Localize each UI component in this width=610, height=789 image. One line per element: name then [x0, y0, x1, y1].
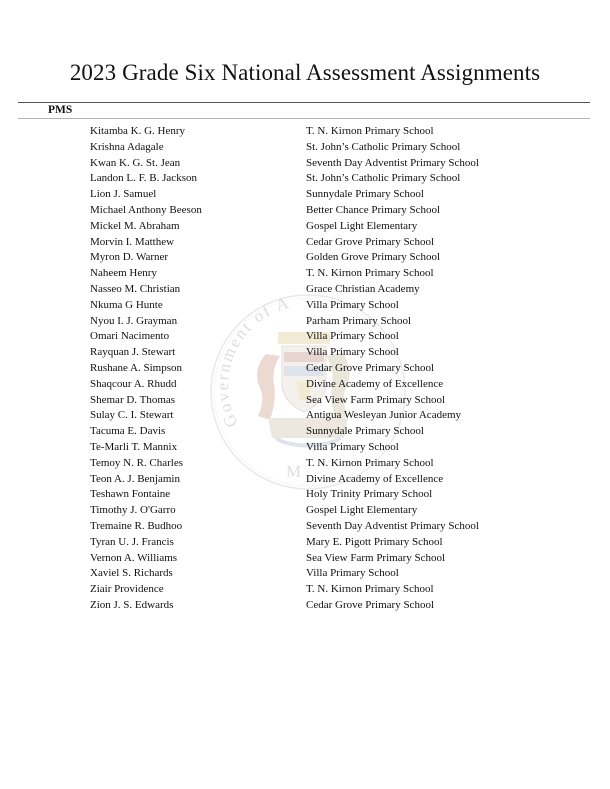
student-name: Timothy J. O'Garro [90, 504, 176, 517]
student-name: Shemar D. Thomas [90, 393, 176, 406]
list-item [0, 140, 610, 156]
school-name: T. N. Kirnon Primary School [306, 583, 434, 596]
list-item [0, 582, 610, 598]
list-item [0, 566, 610, 582]
school-name: Cedar Grove Primary School [306, 361, 434, 374]
student-name: Rayquan J. Stewart [90, 346, 176, 359]
section-rule [18, 118, 590, 119]
list-item [0, 235, 610, 251]
student-name: Kwan K. G. St. Jean [90, 156, 181, 169]
school-name: Divine Academy of Excellence [306, 472, 444, 485]
student-name: Zion J. S. Edwards [90, 598, 174, 611]
student-name: Tremaine R. Budhoo [90, 519, 183, 532]
student-name: Sulay C. I. Stewart [90, 409, 174, 422]
school-name: Gospel Light Elementary [306, 219, 418, 232]
school-name: Gospel Light Elementary [306, 504, 418, 517]
list-item [0, 345, 610, 361]
page-title: 2023 Grade Six National Assessment Assignments [69, 60, 541, 85]
school-name: Villa Primary School [306, 440, 399, 453]
school-name: St. John’s Catholic Primary School [306, 140, 461, 153]
student-name: Ziair Providence [90, 583, 164, 596]
list-item [0, 282, 610, 298]
school-name: Villa Primary School [306, 330, 399, 343]
student-name: Temoy N. R. Charles [90, 456, 184, 469]
school-name: T. N. Kirnon Primary School [306, 267, 434, 280]
header-rule [18, 102, 590, 103]
school-name: Grace Christian Academy [306, 282, 420, 295]
school-name: Sea View Farm Primary School [306, 551, 446, 564]
school-name: Divine Academy of Excellence [306, 377, 444, 390]
student-name: Tyran U. J. Francis [90, 535, 174, 548]
school-name: T. N. Kirnon Primary School [306, 125, 434, 137]
seal-arc-text-path: Government of A [213, 292, 293, 431]
student-name: Rushane A. Simpson [90, 361, 182, 374]
seal-bottom-text: M [286, 462, 302, 481]
school-name: Holy Trinity Primary School [306, 488, 433, 501]
student-name: Michael Anthony Beeson [90, 203, 202, 216]
list-item [0, 314, 610, 330]
student-name: Omari Nacimento [90, 330, 170, 343]
student-name: Krishna Adagale [90, 140, 164, 153]
list-item [0, 598, 610, 614]
list-item [0, 329, 610, 345]
list-item [0, 408, 610, 424]
list-item [0, 472, 610, 488]
school-name: Cedar Grove Primary School [306, 598, 434, 611]
list-item [0, 440, 610, 456]
school-name: Seventh Day Adventist Primary School [306, 156, 479, 169]
school-name: Parham Primary School [306, 314, 412, 327]
list-item [0, 156, 610, 172]
school-name: T. N. Kirnon Primary School [306, 456, 434, 469]
assignment-list [0, 124, 610, 614]
list-item [0, 377, 610, 393]
student-name: Nkuma G Hunte [90, 298, 163, 311]
student-name: Nasseo M. Christian [90, 282, 181, 295]
school-name: Better Chance Primary School [306, 203, 441, 216]
list-item [0, 298, 610, 314]
student-name: Naheem Henry [90, 267, 157, 280]
student-name: Nyou I. J. Grayman [90, 314, 178, 327]
list-item [0, 456, 610, 472]
school-name: Mary E. Pigott Primary School [306, 535, 443, 548]
school-name: Antigua Wesleyan Junior Academy [306, 409, 462, 422]
list-item [0, 503, 610, 519]
list-item [0, 424, 610, 440]
school-name: Cedar Grove Primary School [306, 235, 434, 248]
school-name: Golden Grove Primary School [306, 251, 441, 264]
list-item [0, 393, 610, 409]
list-item [0, 519, 610, 535]
list-item [0, 361, 610, 377]
school-name: Sunnydale Primary School [306, 188, 424, 201]
student-name: Morvin I. Matthew [90, 235, 175, 248]
list-item [0, 124, 610, 140]
list-item [0, 171, 610, 187]
section-label: PMS [48, 104, 73, 116]
list-item [0, 250, 610, 266]
list-item [0, 266, 610, 282]
list-item [0, 551, 610, 567]
school-name: Villa Primary School [306, 298, 399, 311]
list-item [0, 187, 610, 203]
school-name: Villa Primary School [306, 567, 399, 580]
student-name: Xaviel S. Richards [90, 567, 173, 580]
student-name: Tacuma E. Davis [90, 425, 166, 438]
student-name: Te-Marli T. Mannix [90, 440, 178, 453]
student-name: Teshawn Fontaine [90, 488, 171, 501]
student-name: Shaqcour A. Rhudd [90, 377, 177, 390]
school-name: Sunnydale Primary School [306, 425, 424, 438]
student-name: Landon L. F. B. Jackson [90, 172, 197, 185]
student-name: Mickel M. Abraham [90, 219, 180, 232]
student-name: Teon A. J. Benjamin [90, 472, 180, 485]
list-item [0, 487, 610, 503]
student-name: Vernon A. Williams [90, 551, 178, 564]
school-name: Villa Primary School [306, 346, 399, 359]
school-name: Sea View Farm Primary School [306, 393, 446, 406]
school-name: Seventh Day Adventist Primary School [306, 519, 479, 532]
school-name: St. John’s Catholic Primary School [306, 172, 461, 185]
student-name: Myron D. Warner [90, 251, 169, 264]
student-name: Lion J. Samuel [90, 188, 157, 201]
list-item [0, 535, 610, 551]
list-item [0, 219, 610, 235]
list-item [0, 203, 610, 219]
student-name: Kitamba K. G. Henry [90, 125, 186, 137]
